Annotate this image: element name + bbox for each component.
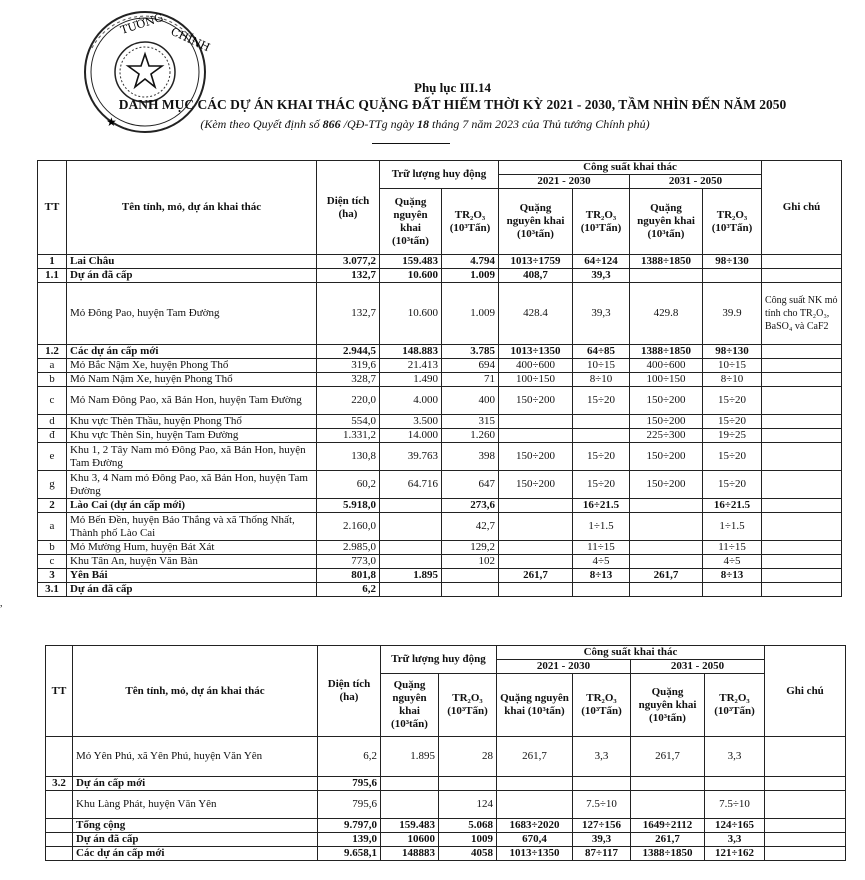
row-name: Dự án đã cấp <box>67 583 317 597</box>
row-area: 220,0 <box>317 387 380 415</box>
row-p1-tr <box>573 415 630 429</box>
row-area: 801,8 <box>317 569 380 583</box>
row-p1-ore: 408,7 <box>499 269 573 283</box>
header-tt: TT <box>46 646 73 737</box>
row-area: 5.918,0 <box>317 499 380 513</box>
row-tt: đ <box>38 429 67 443</box>
header-p2-tr: TR₂O₃ (10³Tấn) <box>705 674 765 737</box>
header-rule <box>372 143 450 144</box>
header-area: Diện tích (ha) <box>318 646 381 737</box>
row-p1-tr: 7.5÷10 <box>573 791 631 819</box>
row-tt <box>46 833 73 847</box>
row-reserve-tr: 398 <box>442 443 499 471</box>
row-area: 319,6 <box>317 359 380 373</box>
row-reserve-ore <box>381 791 439 819</box>
row-note <box>762 513 842 541</box>
svg-text:★: ★ <box>106 115 117 129</box>
row-p2-ore: 150÷200 <box>630 387 703 415</box>
row-tt: 3.1 <box>38 583 67 597</box>
table-row <box>38 345 842 359</box>
row-tt: 3.2 <box>46 777 73 791</box>
row-p2-tr: 7.5÷10 <box>705 791 765 819</box>
row-p2-ore: 261,7 <box>630 569 703 583</box>
row-name: Mỏ Đông Pao, huyện Tam Đường <box>67 283 317 345</box>
row-name: Khu vực Thèn Thầu, huyện Phong Thổ <box>67 415 317 429</box>
table-row <box>46 819 846 833</box>
row-p2-ore <box>630 499 703 513</box>
row-reserve-ore: 10.600 <box>380 269 442 283</box>
row-area: 132,7 <box>317 269 380 283</box>
row-area: 139,0 <box>318 833 381 847</box>
row-p1-ore <box>499 583 573 597</box>
row-p2-tr: 124÷165 <box>705 819 765 833</box>
row-reserve-ore: 21.413 <box>380 359 442 373</box>
decision-number: 866 <box>322 117 341 131</box>
header-period-1: 2021 - 2030 <box>497 660 631 674</box>
row-reserve-ore: 1.895 <box>381 737 439 777</box>
row-reserve-tr: 102 <box>442 555 499 569</box>
row-p2-ore: 1388÷1850 <box>630 345 703 359</box>
row-tt: 1.2 <box>38 345 67 359</box>
row-p2-tr <box>705 777 765 791</box>
row-area: 328,7 <box>317 373 380 387</box>
row-p1-tr: 8÷13 <box>573 569 630 583</box>
row-name: Tổng cộng <box>73 819 318 833</box>
row-p2-ore: 150÷200 <box>630 471 703 499</box>
header-name: Tên tỉnh, mỏ, dự án khai thác <box>73 646 318 737</box>
row-p2-ore <box>630 555 703 569</box>
row-area: 2.160,0 <box>317 513 380 541</box>
row-name: Khu 1, 2 Tây Nam mỏ Đông Pao, xã Bản Hon, huyện Tam Đường <box>67 443 317 471</box>
row-p1-tr <box>573 429 630 443</box>
row-p1-tr: 15÷20 <box>573 443 630 471</box>
row-reserve-ore <box>380 513 442 541</box>
row-area: 2.985,0 <box>317 541 380 555</box>
row-area: 132,7 <box>317 283 380 345</box>
row-reserve-ore: 1.895 <box>380 569 442 583</box>
row-p2-ore: 261,7 <box>631 737 705 777</box>
row-name: Mỏ Nam Đông Pao, xã Bản Hon, huyện Tam Đường <box>67 387 317 415</box>
row-note <box>765 833 846 847</box>
row-reserve-tr: 3.785 <box>442 345 499 359</box>
row-p1-tr: 15÷20 <box>573 387 630 415</box>
row-reserve-tr: 4058 <box>439 847 497 861</box>
row-reserve-ore: 159.483 <box>380 255 442 269</box>
row-p2-tr: 3,3 <box>705 737 765 777</box>
row-area: 9.797,0 <box>318 819 381 833</box>
row-p1-ore <box>499 499 573 513</box>
row-name: Khu Làng Phát, huyện Văn Yên <box>73 791 318 819</box>
header-reserve-tr: TR₂O₃ (10³Tấn) <box>442 189 499 255</box>
row-p1-tr: 11÷15 <box>573 541 630 555</box>
row-p1-tr: 1÷1.5 <box>573 513 630 541</box>
row-tt <box>46 847 73 861</box>
row-note <box>762 387 842 415</box>
row-p2-tr: 8÷13 <box>703 569 762 583</box>
row-p2-ore <box>630 269 703 283</box>
row-note <box>762 415 842 429</box>
margin-mark: , <box>0 598 3 609</box>
row-name: Khu vực Thèn Sin, huyện Tam Đường <box>67 429 317 443</box>
row-p1-tr: 64÷124 <box>573 255 630 269</box>
header-p2-ore: Quặng nguyên khai (10³tấn) <box>631 674 705 737</box>
decision-day: 18 <box>417 117 430 131</box>
row-name: Mỏ Bắc Nậm Xe, huyện Phong Thổ <box>67 359 317 373</box>
row-note <box>765 791 846 819</box>
row-name: Các dự án cấp mới <box>73 847 318 861</box>
row-tt: c <box>38 387 67 415</box>
row-reserve-ore <box>381 777 439 791</box>
table-body-1 <box>38 255 842 597</box>
row-name: Lai Châu <box>67 255 317 269</box>
table-row <box>38 429 842 443</box>
appendix-label: Phụ lục III.14 <box>414 80 491 95</box>
row-reserve-tr: 4.794 <box>442 255 499 269</box>
row-area: 554,0 <box>317 415 380 429</box>
row-tt: b <box>38 541 67 555</box>
table-row <box>38 255 842 269</box>
row-reserve-tr: 28 <box>439 737 497 777</box>
row-p2-tr <box>703 583 762 597</box>
row-p1-tr: 15÷20 <box>573 471 630 499</box>
row-p2-tr: 16÷21.5 <box>703 499 762 513</box>
row-p2-tr: 3,3 <box>705 833 765 847</box>
header-note: Ghi chú <box>762 161 842 255</box>
row-p1-ore: 428.4 <box>499 283 573 345</box>
row-p2-ore: 150÷200 <box>630 415 703 429</box>
row-name: Khu 3, 4 Nam mỏ Đông Pao, xã Bản Hon, huyện Tam Đường <box>67 471 317 499</box>
row-p1-tr: 39,3 <box>573 833 631 847</box>
row-reserve-tr: 42,7 <box>442 513 499 541</box>
header-reserve: Trữ lượng huy động <box>381 646 497 674</box>
row-p1-ore: 150÷200 <box>499 443 573 471</box>
row-area: 60,2 <box>317 471 380 499</box>
table-row <box>46 777 846 791</box>
table-row <box>38 387 842 415</box>
table-row <box>38 569 842 583</box>
header-area: Diện tích (ha) <box>317 161 380 255</box>
row-area: 9.658,1 <box>318 847 381 861</box>
header-period-2: 2031 - 2050 <box>630 175 762 189</box>
row-p1-ore <box>497 791 573 819</box>
row-p1-ore: 670,4 <box>497 833 573 847</box>
row-reserve-tr: 694 <box>442 359 499 373</box>
header-tt: TT <box>38 161 67 255</box>
row-p1-ore: 400÷600 <box>499 359 573 373</box>
row-note <box>762 255 842 269</box>
row-reserve-tr: 5.068 <box>439 819 497 833</box>
table-row <box>46 833 846 847</box>
row-p1-ore: 150÷200 <box>499 471 573 499</box>
row-p1-tr: 39,3 <box>573 269 630 283</box>
row-p2-tr: 15÷20 <box>703 443 762 471</box>
row-note <box>762 429 842 443</box>
document-header <box>0 80 865 132</box>
row-p2-ore: 100÷150 <box>630 373 703 387</box>
row-p1-tr: 127÷156 <box>573 819 631 833</box>
row-tt: a <box>38 513 67 541</box>
svg-text:TƯỚNG: TƯỚNG <box>118 10 165 37</box>
row-note <box>762 555 842 569</box>
row-reserve-ore: 10600 <box>381 833 439 847</box>
row-note <box>762 583 842 597</box>
row-reserve-ore <box>380 499 442 513</box>
row-tt <box>46 819 73 833</box>
row-tt: c <box>38 555 67 569</box>
table-row <box>38 269 842 283</box>
row-name: Khu Tân An, huyện Văn Bàn <box>67 555 317 569</box>
header-period-1: 2021 - 2030 <box>499 175 630 189</box>
header-p2-tr: TR₂O₃ (10³Tấn) <box>703 189 762 255</box>
row-p2-ore <box>631 777 705 791</box>
row-p2-tr: 10÷15 <box>703 359 762 373</box>
table-row <box>46 847 846 861</box>
row-reserve-ore <box>380 541 442 555</box>
row-area: 130,8 <box>317 443 380 471</box>
row-p2-tr: 19÷25 <box>703 429 762 443</box>
row-p1-ore: 1013÷1759 <box>499 255 573 269</box>
projects-table-part-1 <box>37 160 842 597</box>
projects-table-part-2 <box>45 645 846 861</box>
row-p2-tr: 98÷130 <box>703 345 762 359</box>
row-p2-ore: 225÷300 <box>630 429 703 443</box>
row-name: Mỏ Yên Phú, xã Yên Phú, huyện Văn Yên <box>73 737 318 777</box>
header-p1-tr: TR₂O₃ (10³Tấn) <box>573 674 631 737</box>
row-p1-tr: 10÷15 <box>573 359 630 373</box>
row-reserve-ore: 64.716 <box>380 471 442 499</box>
row-p2-ore: 429.8 <box>630 283 703 345</box>
row-p1-tr: 8÷10 <box>573 373 630 387</box>
document-subtitle: (Kèm theo Quyết định số 866 /QĐ-TTg ngày 18 tháng 7 năm 2023 của Thủ tướng Chính phủ) <box>200 117 650 131</box>
row-p1-ore: 261,7 <box>499 569 573 583</box>
header-reserve-ore: Quặng nguyên khai (10³tấn) <box>381 674 439 737</box>
header-name: Tên tỉnh, mỏ, dự án khai thác <box>67 161 317 255</box>
header-reserve: Trữ lượng huy động <box>380 161 499 189</box>
row-p1-ore <box>499 415 573 429</box>
row-p1-tr <box>573 777 631 791</box>
row-p2-tr: 8÷10 <box>703 373 762 387</box>
table-row <box>38 373 842 387</box>
row-reserve-ore: 3.500 <box>380 415 442 429</box>
header-note: Ghi chú <box>765 646 846 737</box>
table-row <box>38 415 842 429</box>
row-note <box>762 499 842 513</box>
row-reserve-ore: 39.763 <box>380 443 442 471</box>
table-row <box>38 555 842 569</box>
header-p1-ore: Quặng nguyên khai (10³tấn) <box>499 189 573 255</box>
row-note <box>762 345 842 359</box>
row-p1-ore: 261,7 <box>497 737 573 777</box>
row-p2-tr <box>703 269 762 283</box>
row-area: 6,2 <box>318 737 381 777</box>
row-tt <box>38 283 67 345</box>
row-note <box>762 471 842 499</box>
row-reserve-ore: 10.600 <box>380 283 442 345</box>
document-title: DANH MỤC CÁC DỰ ÁN KHAI THÁC QUẶNG ĐẤT HIẾM THỜI KỲ 2021 - 2030, TẦM NHÌN ĐẾN NĂM 2050 <box>118 97 787 112</box>
row-p2-ore <box>630 541 703 555</box>
row-reserve-ore: 14.000 <box>380 429 442 443</box>
table-row <box>38 359 842 373</box>
table-row <box>38 283 842 345</box>
table-row <box>38 541 842 555</box>
row-reserve-tr: 71 <box>442 373 499 387</box>
row-p2-tr: 121÷162 <box>705 847 765 861</box>
row-p1-tr: 64÷85 <box>573 345 630 359</box>
table-row <box>38 583 842 597</box>
row-reserve-ore: 159.483 <box>381 819 439 833</box>
row-reserve-tr <box>439 777 497 791</box>
row-p1-ore: 1683÷2020 <box>497 819 573 833</box>
row-p1-tr: 16÷21.5 <box>573 499 630 513</box>
row-note <box>762 569 842 583</box>
row-note <box>765 819 846 833</box>
row-note: Công suất NK mỏ tính cho TR₂O₃, BaSO₄ và CaF2 <box>762 283 842 345</box>
row-reserve-tr: 1.009 <box>442 283 499 345</box>
row-tt: 3 <box>38 569 67 583</box>
row-area: 773,0 <box>317 555 380 569</box>
row-reserve-ore: 148.883 <box>380 345 442 359</box>
row-p2-tr: 15÷20 <box>703 415 762 429</box>
row-tt: 1 <box>38 255 67 269</box>
row-note <box>762 359 842 373</box>
row-p1-ore <box>499 555 573 569</box>
row-note <box>762 269 842 283</box>
row-reserve-tr: 400 <box>442 387 499 415</box>
row-p2-ore: 261,7 <box>631 833 705 847</box>
row-reserve-ore: 4.000 <box>380 387 442 415</box>
header-reserve-tr: TR₂O₃ (10³Tấn) <box>439 674 497 737</box>
row-p2-tr: 15÷20 <box>703 471 762 499</box>
header-capacity: Công suất khai thác <box>499 161 762 175</box>
row-p2-ore: 150÷200 <box>630 443 703 471</box>
header-reserve-ore: Quặng nguyên khai (10³tấn) <box>380 189 442 255</box>
row-name: Mỏ Nam Nậm Xe, huyện Phong Thổ <box>67 373 317 387</box>
row-name: Mỏ Mường Hum, huyện Bát Xát <box>67 541 317 555</box>
row-tt <box>46 737 73 777</box>
row-p1-tr <box>573 583 630 597</box>
row-tt: g <box>38 471 67 499</box>
row-p1-tr: 4÷5 <box>573 555 630 569</box>
table-header-2 <box>46 646 846 737</box>
row-tt <box>46 791 73 819</box>
row-note <box>762 541 842 555</box>
row-p2-tr: 4÷5 <box>703 555 762 569</box>
row-reserve-tr: 124 <box>439 791 497 819</box>
row-tt: e <box>38 443 67 471</box>
row-p1-ore <box>499 429 573 443</box>
row-area: 1.331,2 <box>317 429 380 443</box>
row-tt: 1.1 <box>38 269 67 283</box>
header-p1-ore: Quặng nguyên khai (10³tấn) <box>497 674 573 737</box>
row-area: 2.944,5 <box>317 345 380 359</box>
row-reserve-tr <box>442 569 499 583</box>
row-reserve-tr: 1009 <box>439 833 497 847</box>
row-area: 795,6 <box>318 777 381 791</box>
row-area: 6,2 <box>317 583 380 597</box>
row-p1-ore: 150÷200 <box>499 387 573 415</box>
row-name: Dự án đã cấp <box>67 269 317 283</box>
row-p1-ore <box>497 777 573 791</box>
row-note <box>762 373 842 387</box>
row-reserve-tr: 1.260 <box>442 429 499 443</box>
row-reserve-tr: 273,6 <box>442 499 499 513</box>
row-p2-tr: 1÷1.5 <box>703 513 762 541</box>
header-p1-tr: TR₂O₃ (10³Tấn) <box>573 189 630 255</box>
row-area: 3.077,2 <box>317 255 380 269</box>
row-name: Các dự án cấp mới <box>67 345 317 359</box>
row-reserve-tr: 1.009 <box>442 269 499 283</box>
header-period-2: 2031 - 2050 <box>631 660 765 674</box>
row-note <box>762 443 842 471</box>
row-reserve-tr <box>442 583 499 597</box>
row-p2-tr: 11÷15 <box>703 541 762 555</box>
row-reserve-tr: 647 <box>442 471 499 499</box>
row-p1-ore <box>499 513 573 541</box>
row-note <box>765 737 846 777</box>
row-reserve-tr: 129,2 <box>442 541 499 555</box>
row-p2-ore: 1388÷1850 <box>630 255 703 269</box>
row-tt: 2 <box>38 499 67 513</box>
row-name: Mỏ Bến Đền, huyện Bảo Thắng và xã Thống Nhất, Thành phố Lào Cai <box>67 513 317 541</box>
table-row <box>46 737 846 777</box>
row-p2-ore <box>630 583 703 597</box>
row-reserve-ore: 1.490 <box>380 373 442 387</box>
row-name: Dự án đã cấp <box>73 833 318 847</box>
table-row <box>46 791 846 819</box>
row-p1-tr: 39,3 <box>573 283 630 345</box>
svg-text:CHÍNH: CHÍNH <box>168 24 212 55</box>
header-p2-ore: Quặng nguyên khai (10³tấn) <box>630 189 703 255</box>
row-name: Lào Cai (dự án cấp mới) <box>67 499 317 513</box>
row-reserve-ore <box>380 583 442 597</box>
row-note <box>765 847 846 861</box>
row-note <box>765 777 846 791</box>
row-tt: d <box>38 415 67 429</box>
table-row <box>38 499 842 513</box>
header-capacity: Công suất khai thác <box>497 646 765 660</box>
row-p1-ore: 1013÷1350 <box>499 345 573 359</box>
row-reserve-ore <box>380 555 442 569</box>
row-p2-ore <box>631 791 705 819</box>
row-p1-ore: 1013÷1350 <box>497 847 573 861</box>
row-p2-tr: 39.9 <box>703 283 762 345</box>
row-p2-tr: 15÷20 <box>703 387 762 415</box>
row-p2-tr: 98÷130 <box>703 255 762 269</box>
row-name: Dự án cấp mới <box>73 777 318 791</box>
row-tt: b <box>38 373 67 387</box>
row-p2-ore: 1388÷1850 <box>631 847 705 861</box>
table-body-2 <box>46 737 846 861</box>
row-p1-tr: 87÷117 <box>573 847 631 861</box>
row-area: 795,6 <box>318 791 381 819</box>
table-row <box>38 513 842 541</box>
table-row <box>38 443 842 471</box>
row-p1-tr: 3,3 <box>573 737 631 777</box>
row-reserve-ore: 148883 <box>381 847 439 861</box>
table-header <box>38 161 842 255</box>
row-p2-ore: 1649÷2112 <box>631 819 705 833</box>
row-p2-ore: 400÷600 <box>630 359 703 373</box>
row-p2-ore <box>630 513 703 541</box>
row-tt: a <box>38 359 67 373</box>
row-name: Yên Bái <box>67 569 317 583</box>
row-p1-ore <box>499 541 573 555</box>
row-reserve-tr: 315 <box>442 415 499 429</box>
table-row <box>38 471 842 499</box>
row-p1-ore: 100÷150 <box>499 373 573 387</box>
